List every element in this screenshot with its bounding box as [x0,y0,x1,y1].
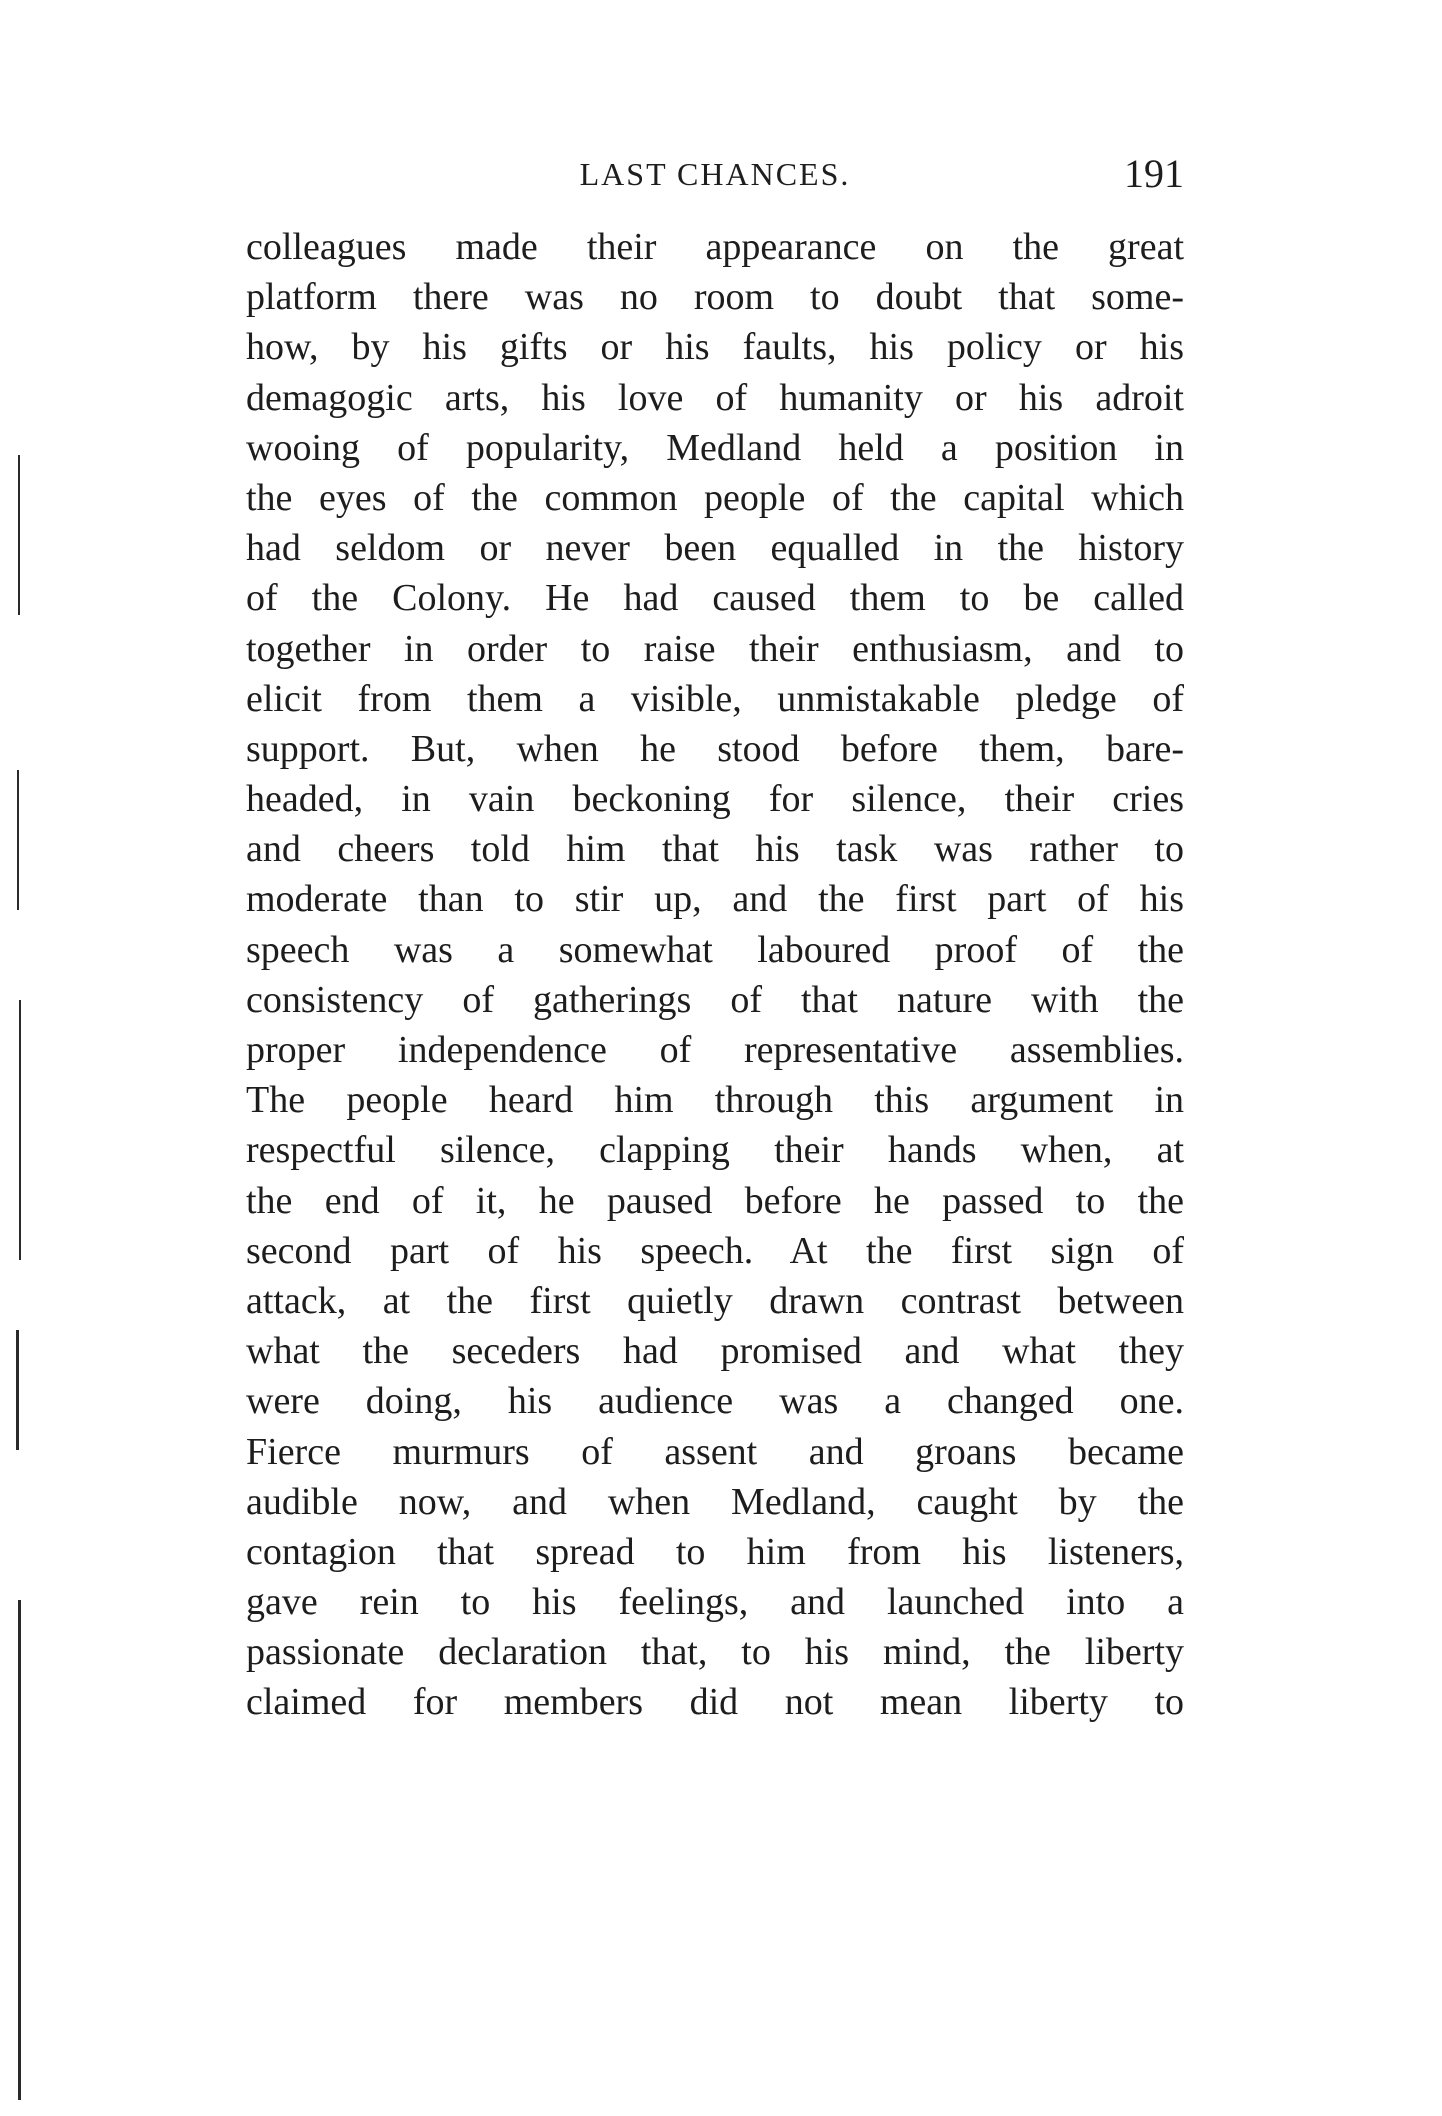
scan-edge-mark [16,1330,19,1450]
scan-edge-mark [18,455,20,615]
text-line: were doing, his audience was a changed one. [246,1380,1184,1423]
scan-edge-mark [19,1000,21,1260]
text-line: and cheers told him that his task was rather to [246,828,1184,871]
text-line: support. But, when he stood before them, bare- [246,727,1184,770]
text-line: the end of it, he paused before he passed to the [246,1179,1184,1222]
text-line: together in order to raise their enthusiasm, and to [246,627,1184,670]
text-line: Fierce murmurs of assent and groans became [246,1430,1184,1473]
text-line: how, by his gifts or his faults, his policy or his [246,326,1184,369]
text-line: platform there was no room to doubt that some- [246,276,1184,319]
body-text [246,222,1184,1728]
page-header [246,150,1184,210]
text-line: elicit from them a visible, unmistakable pledge of [246,677,1184,720]
text-line: what the seceders had promised and what they [246,1330,1184,1373]
scan-edge-mark [17,770,19,910]
page-number: 191 [1124,151,1184,196]
text-line: second part of his speech. At the first sign of [246,1229,1184,1272]
text-line: respectful silence, clapping their hands when, at [246,1129,1184,1172]
text-line: consistency of gatherings of that nature with the [246,978,1184,1021]
text-line: had seldom or never been equalled in the history [246,527,1184,570]
text-line: demagogic arts, his love of humanity or his adroit [246,376,1184,419]
text-line: claimed for members did not mean liberty to [246,1681,1184,1724]
text-line: the eyes of the common people of the capital which [246,476,1184,519]
text-line: speech was a somewhat laboured proof of the [246,928,1184,971]
text-line: moderate than to stir up, and the first part of his [246,878,1184,921]
text-line: of the Colony. He had caused them to be called [246,577,1184,620]
text-line: passionate declaration that, to his mind, the liberty [246,1631,1184,1674]
text-line: wooing of popularity, Medland held a position in [246,426,1184,469]
text-line: colleagues made their appearance on the great [246,226,1184,268]
text-line: headed, in vain beckoning for silence, their cries [246,778,1184,821]
text-line: The people heard him through this argument in [246,1079,1184,1122]
text-line: proper independence of representative assemblies. [246,1029,1184,1071]
running-title: LAST CHANCES. [579,156,851,192]
text-line: audible now, and when Medland, caught by the [246,1480,1184,1523]
text-line: gave rein to his feelings, and launched into a [246,1581,1184,1624]
text-line: contagion that spread to him from his listeners, [246,1530,1184,1573]
text-line: attack, at the first quietly drawn contrast between [246,1279,1184,1322]
scan-edge-mark [18,1600,21,2100]
